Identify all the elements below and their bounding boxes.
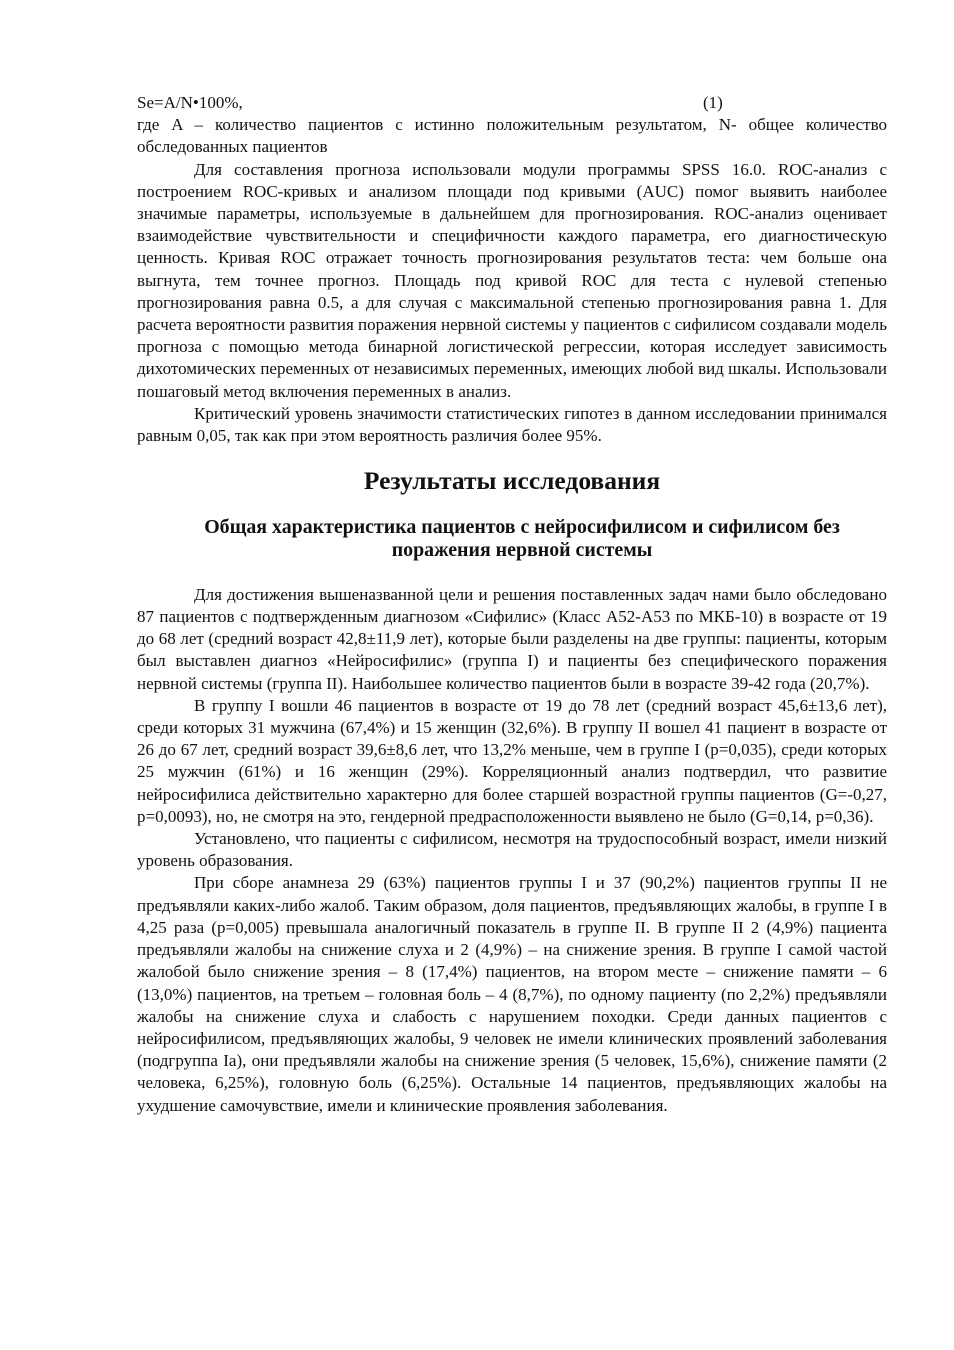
paragraph-complaints: При сборе анамнеза 29 (63%) пациентов группы I и 37 (90,2%) пациентов группы II не предъявляли каких-либо жалоб. Таким образом, доля пациентов, предъявляющих жалобы, в группе I в 4,25 раза (р=0,005) превышала аналогичный показатель в группе II. В группе II 2 (4,9%) пациента предъявляли жалобы на снижение слуха и 2 (4,9%) – на снижение зрения. В группе I самой частой жалобой было снижение зрения – 8 (17,4%) пациентов, на втором месте – снижение памяти – 6 (13,0%) пациентов, на третьем – головная боль – 4 (8,7%), по одному пациенту (по 2,2%) предъявляли жалобы на снижение слуха и слабость с нарушением походки. Среди данных пациентов с нейросифилисом, предъявляющих жалобы, 9 человек не имели клинических проявлений заболевания (подгруппа Ia), они предъявляли жалобы на снижение зрения (5 человек, 15,6%), снижение памяти (2 человека, 6,25%), головную боль (6,25%). Остальные 14 пациентов, предъявляющих жалобы на ухудшение самочувствие, имели и клинические проявления заболевания. [137, 873, 887, 1115]
section-results-title: Результаты исследования [363, 466, 661, 496]
paragraph-group-composition: В группу I вошли 46 пациентов в возрасте от 19 до 78 лет (средний возраст 45,6±13,6 лет), среди которых 31 мужчина (67,4%) и 15 женщин (32,6%). В группу II вошел 41 пациент в возрасте от 26 до 67 лет, средний возраст 39,6±8,6 лет, что 13,2% меньше, чем в группе I (р=0,035), среди которых 25 мужчин (61%) и 16 женщин (29%). Корреляционный анализ подтвердил, что развитие нейросифилиса действительно характерно для более старшей возрастной группы пациентов (G=-0,27, р=0,0093), но, не смотря на это, гендерной предрасположенности выявлено не было (G=0,14, р=0,36). [137, 695, 887, 826]
section-characteristics-title: Общая характеристика пациентов с нейросифилисом и сифилисом без поражения нервной системы [204, 516, 840, 561]
formula-explanation: где A – количество пациентов с истинно положительным результатом, N- общее количество обследованных пациентов [137, 115, 887, 157]
paragraph-roc-analysis: Для составления прогноза использовали модули программы SPSS 16.0. ROC-анализ с построением ROC-кривых и анализом площади под кривыми (AUC) помог выявить наиболее значимые параметры, используемые в дальнейшем для прогнозирования. ROC-анализ оценивает взаимодействие чувствительности и специфичности каждого параметра, его диагностическую ценность. Кривая ROC отражает точность прогнозирования результатов теста: чем больше она выгнута, тем точнее прогноз. Площадь под кривой ROC для теста с нулевой степенью прогнозирования равна 0.5, а для случая с максимальной степенью прогнозирования равна 1. Для расчета вероятности развития поражения нервной системы у пациентов с сифилисом создавали модель прогноза с помощью метода бинарной логистической регрессии, которая исследует зависимость дихотомических переменных от независимых переменных, имеющих любой вид шкалы. Использовали пошаговый метод включения переменных в анализ. [137, 159, 887, 401]
paragraph-significance-level: Критический уровень значимости статистических гипотез в данном исследовании принимался равным 0,05, так как при этом вероятность различия более 95%. [137, 403, 887, 446]
document-page [137, 90, 887, 1117]
formula-expression: Se=A/N•100%, [137, 93, 243, 112]
paragraph-study-population: Для достижения вышеназванной цели и решения поставленных задач нами было обследовано 87 пациентов с подтвержденным диагнозом «Сифилис» (Класс А52-А53 по МКБ-10) в возрасте от 19 до 68 лет (средний возраст 42,8±11,9 лет), которые были разделены на две группы: пациенты, которым был выставлен диагноз «Нейросифилис» (группа I) и пациенты без специфического поражения нервной системы (группа II). Наибольшее количество пациентов были в возрасте 39-42 года (20,7%). [137, 584, 887, 693]
paragraph-education-level: Установлено, что пациенты с сифилисом, несмотря на трудоспособный возраст, имели низкий уровень образования. [137, 829, 887, 871]
formula-number: (1) [703, 93, 723, 112]
formula-line [137, 92, 887, 114]
